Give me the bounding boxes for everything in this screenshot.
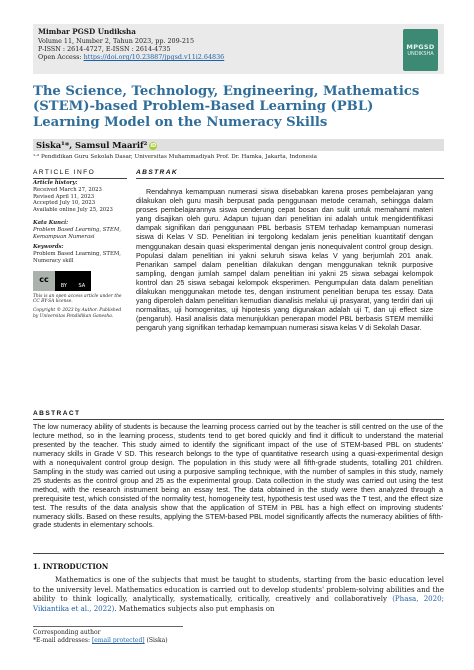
history-label: Article history: (33, 180, 78, 186)
author-names: Siska¹*, Samsul Maarif² (36, 139, 148, 150)
logo-text: MPGSD (406, 43, 435, 51)
cc-by-icon: BY (60, 282, 67, 289)
article-info-panel (33, 180, 125, 319)
abstract-rule (33, 419, 444, 420)
abstrak-rule (136, 178, 444, 179)
abstract-bottom-rule (33, 553, 444, 554)
kata-kunci-label: Kata Kunci: (33, 219, 69, 226)
affiliation: ¹·² Pendidikan Guru Sekolah Dasar, Universitas Muhammadiyah Prof. Dr. Hamka, Jakarta, Indonesia (33, 154, 317, 160)
logo-subtext: UNDIKSHA (407, 51, 434, 57)
cc-terms (55, 271, 91, 291)
license-note: This is an open access article under the CC BY-SA license. (33, 293, 122, 305)
accepted-date: Accepted July 10, 2023 (33, 200, 96, 207)
open-access-label: Open Access: (38, 53, 84, 61)
open-access-line (38, 53, 224, 61)
journal-info (38, 28, 224, 61)
article-info-heading: ARTICLE INFO (33, 169, 96, 176)
cc-sa-icon: SA (78, 282, 86, 289)
journal-logo (403, 29, 438, 71)
author-bar (33, 139, 444, 151)
journal-volume: Volume 11, Number 2, Tahun 2023, pp. 209-215 (38, 36, 195, 45)
email-link[interactable]: [email protected] (91, 637, 145, 644)
online-date: Available online July 25, 2023 (33, 207, 113, 214)
keywords-label: Keywords: (33, 244, 64, 251)
keywords: Problem Based Learning, STEM, Numeracy skill (33, 251, 121, 264)
footnote (33, 629, 168, 645)
received-date: Received March 27, 2023 (33, 186, 102, 193)
email-suffix: (Siska) (144, 637, 168, 644)
introduction-text-2: . Mathematics subjects also put emphasis on (114, 603, 275, 613)
introduction-text-1: Mathematics is one of the subjects that must be taught to students, starting from the basic education level to the university level. Mathematics education is carried out to develop students' problem-solving abilities and the ability to think logically, analytically, systematically, critically, creatively and collaboratively (33, 575, 444, 604)
orcid-icon[interactable]: iD (150, 142, 157, 149)
abstrak-text: Rendahnya kemampuan numerasi siswa disebabkan karena proses pembelajaran yang dilakukan oleh guru masih berpusat pada penggunaan metode ceramah, sehingga dalam proses pembelajarannya siswa cenderung cepat bosan dan sulit untuk memahami materi yang disajikan oleh guru. Adapun tujuan dari penelitian ini adalah untuk mengidentifikasi dampak signifikan dari penggunaan PBL berbasis STEM terhadap kemampuan numerasi siswa di Kelas V SD. Penelitian ini tergolong kedalam jenis penelitian kuantitatif dengan menggunakan desain quasi eksperimental dengan jenis nonequivalent control group design. Populasi dalam penelitian ini yakni seluruh siswa kelas V yang berjumlah 201 anak. Penarikan sampel dalam penelitian dilakukan dengan menggunakan teknik purposive sampling, dengan jumlah sampel dalam penelitian ini yakni 25 siswa sebagai kelompok kontrol dan 25 siswa sebagai kelompok eksperimen. Pengumpulan data dalam penelitian dilakukan menggunakan metode tes, dengan instrument penelitian berupa tes essay. Data yang diperoleh dalam penelitian kemudian dianalisis melalui uji prasyarat, yang terdiri dari uji normalitas, uji homogenitas, uji hipotesis yang digunakan adalah uji T, dan uji effect size (pengaruh). Hasil analisis data menunjukkan penerapan model PBL berbasis STEM memiliki pengaruh yang signifikan terhadap kemampuan numerasi siswa kelas V di Sekolah Dasar. (136, 188, 433, 333)
corresponding-label: Corresponding author (33, 629, 101, 636)
citation-link[interactable]: (Phasa, 2020; Vikiantika et al., 2022) (33, 594, 444, 613)
cc-icon: cc (33, 271, 55, 291)
paper-title: The Science, Technology, Engineering, Mathematics (STEM)-based Problem-Based Learning (PBL) Learning Model on the Numeracy Skills (33, 84, 420, 130)
doi-link[interactable]: https://doi.org/10.23887/jpgsd.v11i2.64836 (83, 53, 225, 61)
journal-header (33, 24, 444, 74)
introduction-heading: 1. INTRODUCTION (33, 562, 109, 571)
journal-name: Mimbar PGSD Undiksha (38, 27, 136, 36)
abstract-heading: ABSTRACT (33, 410, 81, 417)
email-line (33, 637, 168, 645)
footnote-rule (33, 626, 183, 627)
abstract-text: The low numeracy ability of students is because the learning process carried out by the teacher is still centred on the use of the lecture method, so in the learning process, students tend to get bored quickly and find it difficult to understand the material presented by the teacher. This study aimed to identify the significant impact of the use of STEM-based PBL on students' numeracy skills in Grade V SD. This research belongs to the type of quantitative research using a quasi-experimental design with a nonequivalent control group design. The population in this study were all fifth-grade students, totalling 201 children. Sampling in the study was carried out using a purposive sampling technique, with the number of samples in this study, namely 25 students as the control group and 25 as the experimental group. Data collection in the study was carried out using the test method, with the research instrument being an essay test. The data obtained in the study were then analyzed through a prerequisite test, which consisted of the normality test, homogeneity test, hypothesis test used was the T test, and the effect size test. The results of the data analysis show that the application of STEM in PBL has a high effect on improving students' numeracy skills. Based on these results, applying the STEM-based PBL model significantly affects the numeracy abilities of fifth-grade students in elementary schools. (33, 422, 443, 530)
abstrak-heading: ABSTRAK (136, 169, 179, 176)
author-line (36, 140, 157, 151)
email-label: *E-mail addresses: (33, 637, 92, 644)
copyright-note: Copyright © 2023 by Author. Published by Universitas Pendidikan Ganesha. (33, 307, 122, 319)
revised-date: Revised April 11, 2023 (33, 193, 95, 200)
article-info-rule (33, 178, 127, 179)
cc-license-badge[interactable] (33, 271, 91, 291)
journal-issn: P-ISSN : 2614-4727, E-ISSN : 2614-4735 (38, 44, 171, 53)
kata-kunci: Problem Based Learning, STEM, Kemampuan Numerasi (33, 226, 121, 240)
introduction-text (33, 575, 444, 613)
